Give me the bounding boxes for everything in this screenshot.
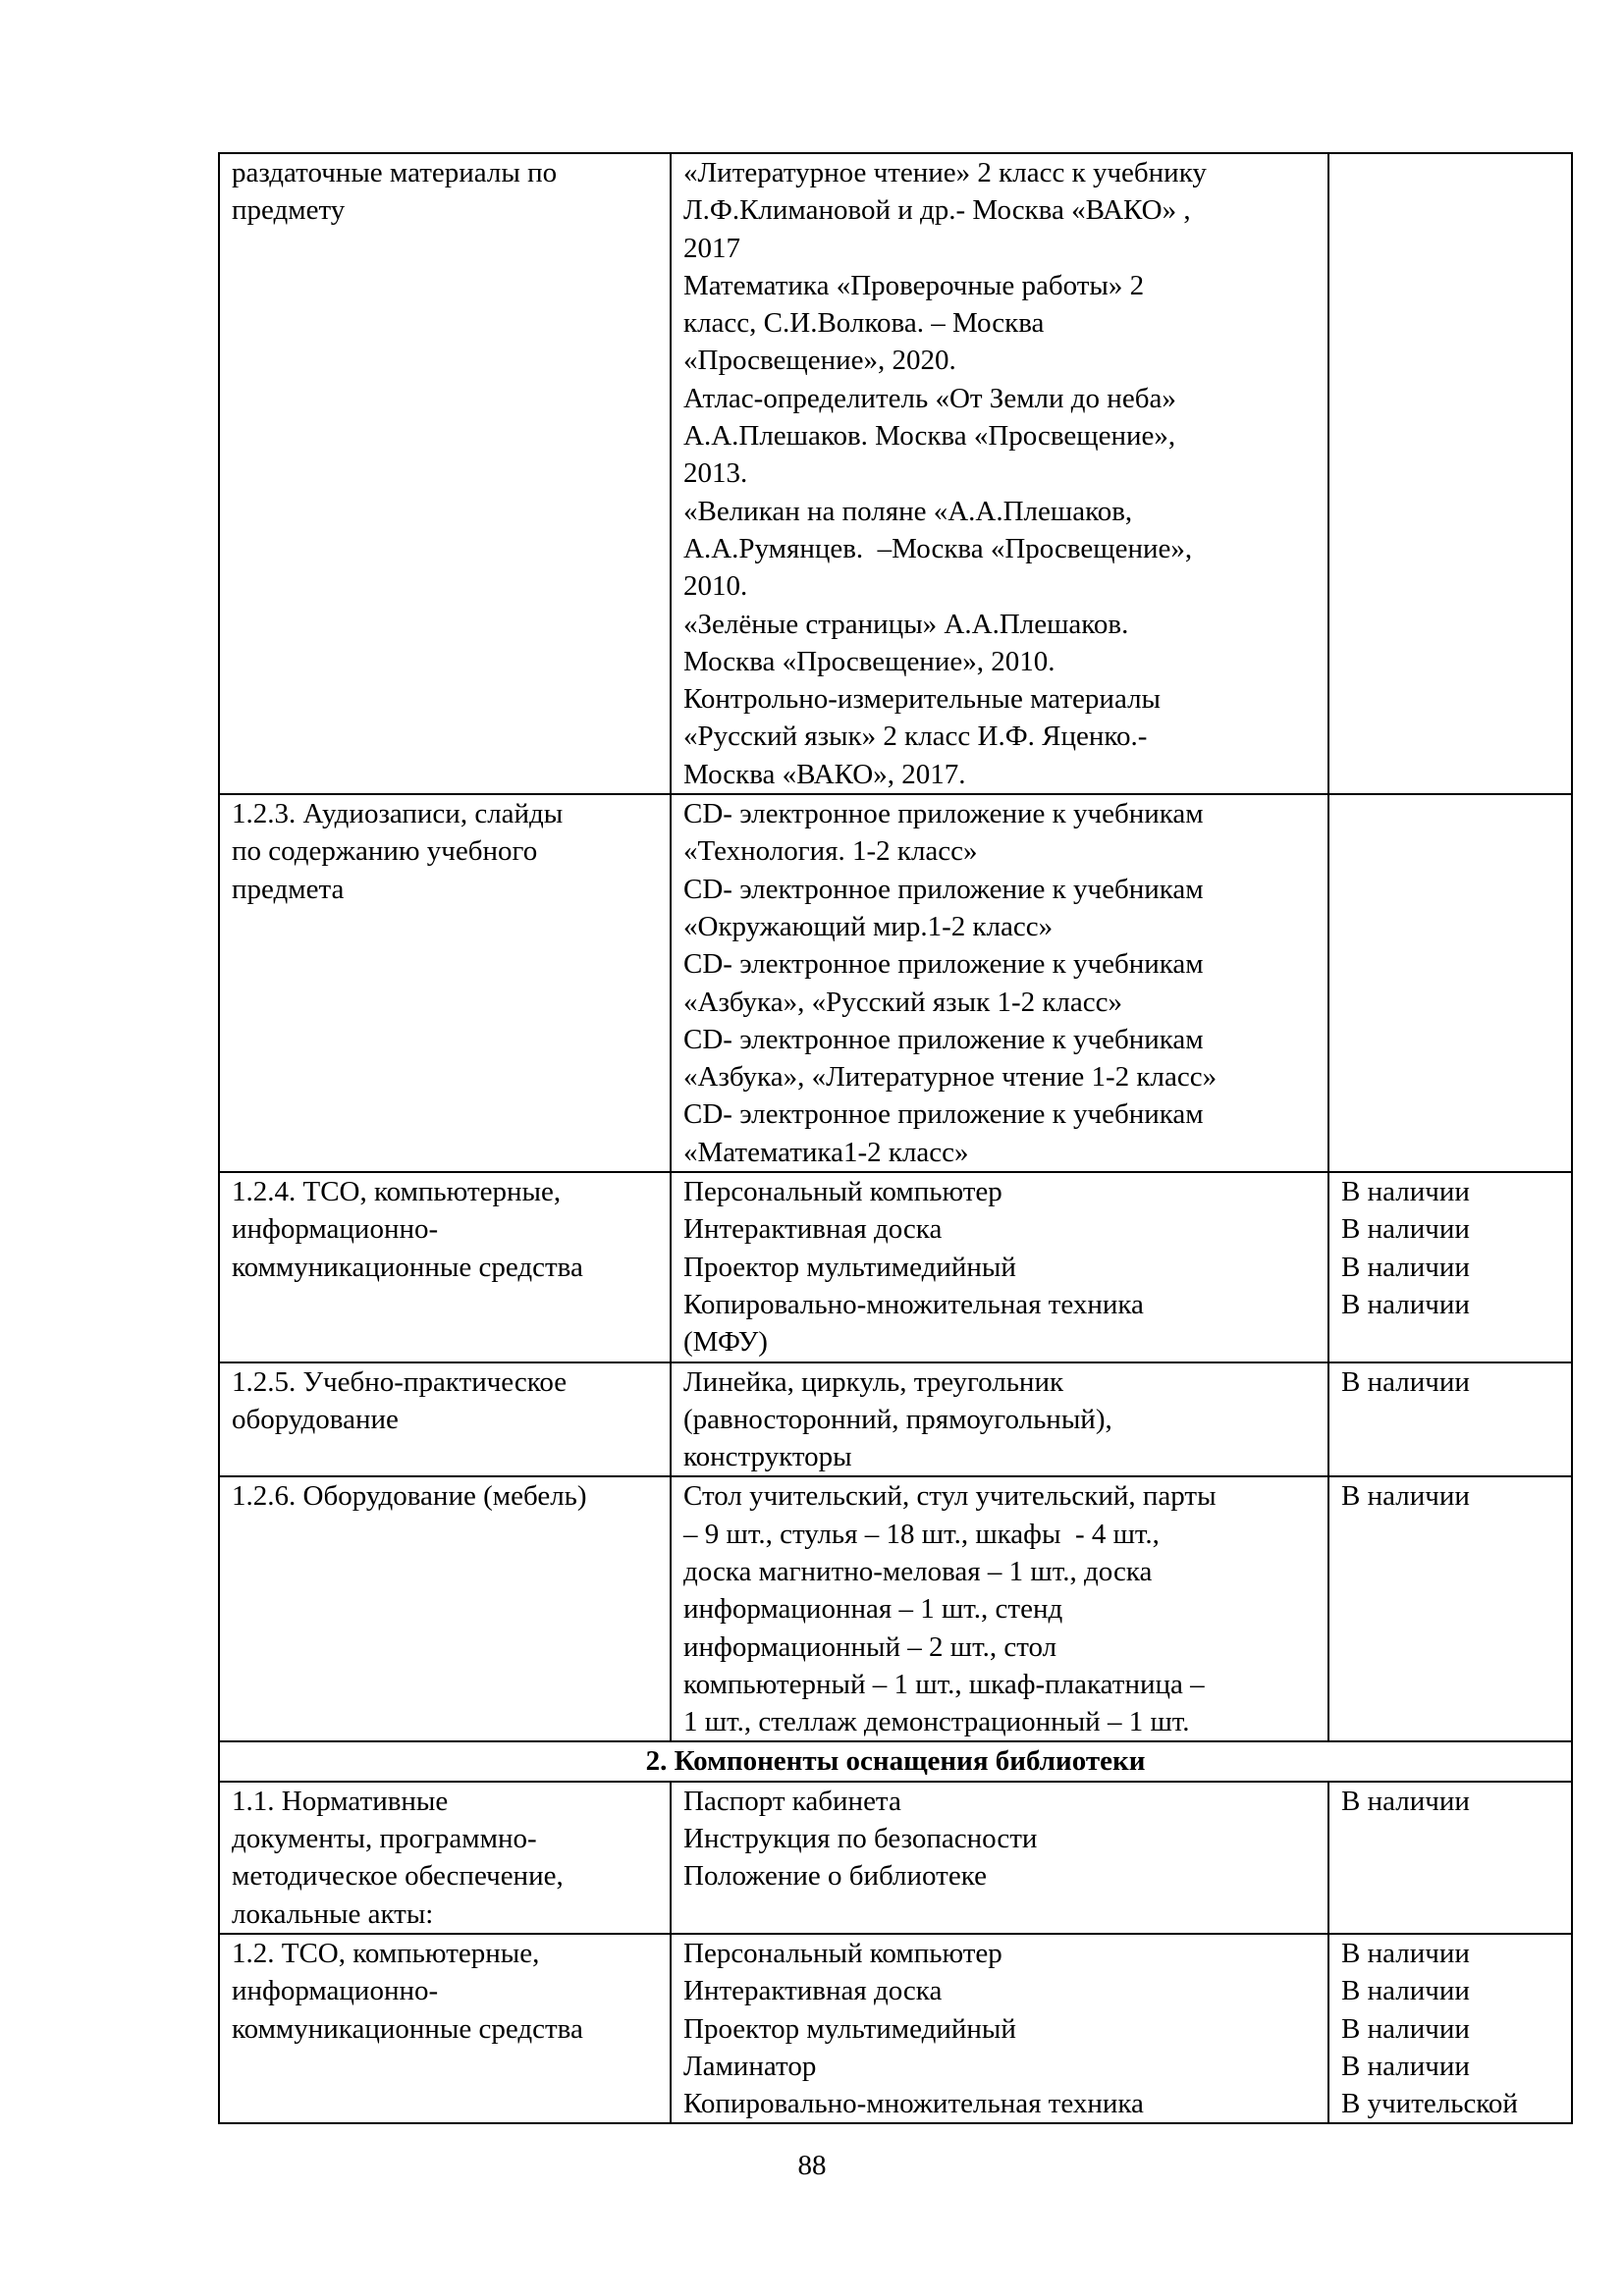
cell-name-line: 1.1. Нормативные: [232, 1785, 449, 1817]
table-row: [219, 153, 1572, 794]
cell-items-line: Ламинатор: [683, 2050, 817, 2082]
cell-name-line: предмету: [232, 194, 346, 227]
cell-items-line: Л.Ф.Климановой и др.- Москва «ВАКО» ,: [683, 194, 1191, 227]
cell-items-line: Линейка, циркуль, треугольник: [683, 1365, 1064, 1398]
cell-name-line: коммуникационные средства: [232, 2012, 583, 2045]
cell-items: [671, 1934, 1328, 2123]
section-header-row: [219, 1741, 1572, 1781]
cell-items-line: Инструкция по безопасности: [683, 1823, 1038, 1855]
cell-items-line: «Окружающий мир.1-2 класс»: [683, 910, 1054, 942]
cell-items-line: Копировально-множительная техника: [683, 2088, 1144, 2120]
cell-name-line: 1.2. ТСО, компьютерные,: [232, 1937, 540, 1969]
cell-items-line: Математика «Проверочные работы» 2: [683, 269, 1145, 301]
cell-status: [1328, 153, 1572, 794]
equipment-table: [218, 152, 1573, 2124]
cell-items-line: CD- электронное приложение к учебникам: [683, 873, 1204, 905]
cell-status-line: В наличии: [1341, 2012, 1470, 2045]
cell-items-line: Интерактивная доска: [683, 1975, 943, 2007]
cell-items-line: 2017: [683, 232, 740, 264]
cell-name: [219, 1782, 671, 1934]
cell-name-line: информационно-: [232, 1975, 439, 2007]
cell-name: [219, 1476, 671, 1741]
cell-items-line: Проектор мультимедийный: [683, 1251, 1016, 1283]
cell-items-line: – 9 шт., стулья – 18 шт., шкафы - 4 шт.,: [683, 1518, 1160, 1550]
cell-items: [671, 1362, 1328, 1477]
cell-items-line: информационный – 2 шт., стол: [683, 1630, 1057, 1663]
cell-items-line: (МФУ): [683, 1326, 768, 1359]
section-header-row-group: [219, 1741, 1572, 1781]
cell-items-line: 2010.: [683, 570, 748, 603]
cell-status-line: В учительской: [1341, 2088, 1518, 2120]
table-row: [219, 1172, 1572, 1362]
cell-name-line: 1.2.6. Оборудование (мебель): [232, 1480, 587, 1513]
cell-items-line: «Азбука», «Русский язык 1-2 класс»: [683, 986, 1123, 1018]
cell-items-line: «Технология. 1-2 класс»: [683, 835, 978, 868]
cell-items: [671, 1782, 1328, 1934]
cell-name-line: раздаточные материалы по: [232, 157, 558, 188]
table-row: [219, 1362, 1572, 1477]
cell-name-line: 1.2.4. ТСО, компьютерные,: [232, 1176, 562, 1208]
section-title: 2. Компоненты оснащения библиотеки: [219, 1741, 1572, 1781]
table-row: [219, 1782, 1572, 1934]
cell-items-line: CD- электронное приложение к учебникам: [683, 798, 1204, 830]
cell-name-line: по содержанию учебного: [232, 835, 538, 868]
table-row: [219, 1934, 1572, 2123]
cell-items-line: Стол учительский, стул учительский, парты: [683, 1480, 1217, 1513]
cell-items: [671, 794, 1328, 1172]
cell-items-line: конструкторы: [683, 1441, 852, 1473]
cell-items-line: «Математика1-2 класс»: [683, 1136, 969, 1168]
cell-status-line: В наличии: [1341, 1288, 1470, 1320]
cell-items-line: доска магнитно-меловая – 1 шт., доска: [683, 1555, 1153, 1587]
cell-status: [1328, 794, 1572, 1172]
cell-status-line: В наличии: [1341, 2050, 1470, 2082]
table-body-part-1: [219, 153, 1572, 1741]
cell-items-line: Интерактивная доска: [683, 1213, 943, 1246]
cell-name: [219, 1934, 671, 2123]
cell-items-line: информационная – 1 шт., стенд: [683, 1593, 1063, 1626]
cell-items-line: Москва «ВАКО», 2017.: [683, 758, 966, 790]
cell-name-line: оборудование: [232, 1403, 399, 1435]
cell-status-line: В наличии: [1341, 1365, 1470, 1398]
cell-items-line: Копировально-множительная техника: [683, 1288, 1144, 1320]
cell-items-line: (равносторонний, прямоугольный),: [683, 1403, 1112, 1435]
page-number: 88: [797, 2150, 827, 2181]
cell-items-line: Москва «Просвещение», 2010.: [683, 645, 1056, 677]
cell-name-line: коммуникационные средства: [232, 1251, 583, 1283]
cell-items: [671, 1172, 1328, 1362]
cell-items-line: 1 шт., стеллаж демонстрационный – 1 шт.: [683, 1706, 1190, 1738]
cell-items: [671, 1476, 1328, 1741]
cell-items-line: CD- электронное приложение к учебникам: [683, 1023, 1204, 1055]
cell-items-line: Паспорт кабинета: [683, 1785, 901, 1817]
cell-name: [219, 1362, 671, 1477]
cell-name: [219, 794, 671, 1172]
cell-status: [1328, 1934, 1572, 2123]
cell-items-line: «Просвещение», 2020.: [683, 345, 956, 377]
cell-name: [219, 153, 671, 794]
cell-items-line: CD- электронное приложение к учебникам: [683, 1098, 1204, 1131]
cell-name-line: 1.2.5. Учебно-практическое: [232, 1365, 568, 1398]
cell-status-line: В наличии: [1341, 1937, 1470, 1969]
cell-items: [671, 153, 1328, 794]
cell-items-line: Персональный компьютер: [683, 1937, 1002, 1969]
cell-items-line: Положение о библиотеке: [683, 1860, 987, 1893]
cell-items-line: А.А.Румянцев. –Москва «Просвещение»,: [683, 532, 1193, 564]
cell-name-line: 1.2.3. Аудиозаписи, слайды: [232, 798, 564, 830]
cell-items-line: «Великан на поляне «А.А.Плешаков,: [683, 495, 1133, 527]
table-row: [219, 794, 1572, 1172]
cell-status: [1328, 1782, 1572, 1934]
cell-items-line: «Литературное чтение» 2 класс к учебнику: [683, 157, 1207, 188]
cell-status-line: В наличии: [1341, 1975, 1470, 2007]
cell-name-line: информационно-: [232, 1213, 439, 1246]
cell-name: [219, 1172, 671, 1362]
cell-name-line: методическое обеспечение,: [232, 1860, 564, 1893]
cell-items-line: «Азбука», «Литературное чтение 1-2 класс»: [683, 1061, 1218, 1094]
cell-items-line: 2013.: [683, 457, 748, 490]
cell-items-line: компьютерный – 1 шт., шкаф-плакатница –: [683, 1668, 1205, 1700]
cell-items-line: «Зелёные страницы» А.А.Плешаков.: [683, 608, 1129, 640]
cell-items-line: «Русский язык» 2 класс И.Ф. Яценко.-: [683, 721, 1148, 753]
cell-status-line: В наличии: [1341, 1176, 1470, 1208]
cell-items-line: CD- электронное приложение к учебникам: [683, 948, 1204, 981]
cell-items-line: класс, С.И.Волкова. – Москва: [683, 307, 1045, 340]
cell-name-line: документы, программно-: [232, 1823, 537, 1855]
table-body-part-2: [219, 1782, 1572, 2124]
table-row: [219, 1476, 1572, 1741]
cell-status-line: В наличии: [1341, 1480, 1470, 1513]
cell-status-line: В наличии: [1341, 1785, 1470, 1817]
cell-status: [1328, 1172, 1572, 1362]
cell-status-line: В наличии: [1341, 1251, 1470, 1283]
cell-status: [1328, 1362, 1572, 1477]
cell-items-line: Персональный компьютер: [683, 1176, 1002, 1208]
cell-status: [1328, 1476, 1572, 1741]
cell-items-line: Контрольно-измерительные материалы: [683, 683, 1162, 716]
cell-items-line: Проектор мультимедийный: [683, 2012, 1016, 2045]
cell-items-line: Атлас-определитель «От Земли до неба»: [683, 382, 1176, 414]
cell-name-line: предмета: [232, 873, 345, 905]
cell-name-line: локальные акты:: [232, 1897, 434, 1930]
cell-items-line: А.А.Плешаков. Москва «Просвещение»,: [683, 420, 1176, 453]
cell-status-line: В наличии: [1341, 1213, 1470, 1246]
